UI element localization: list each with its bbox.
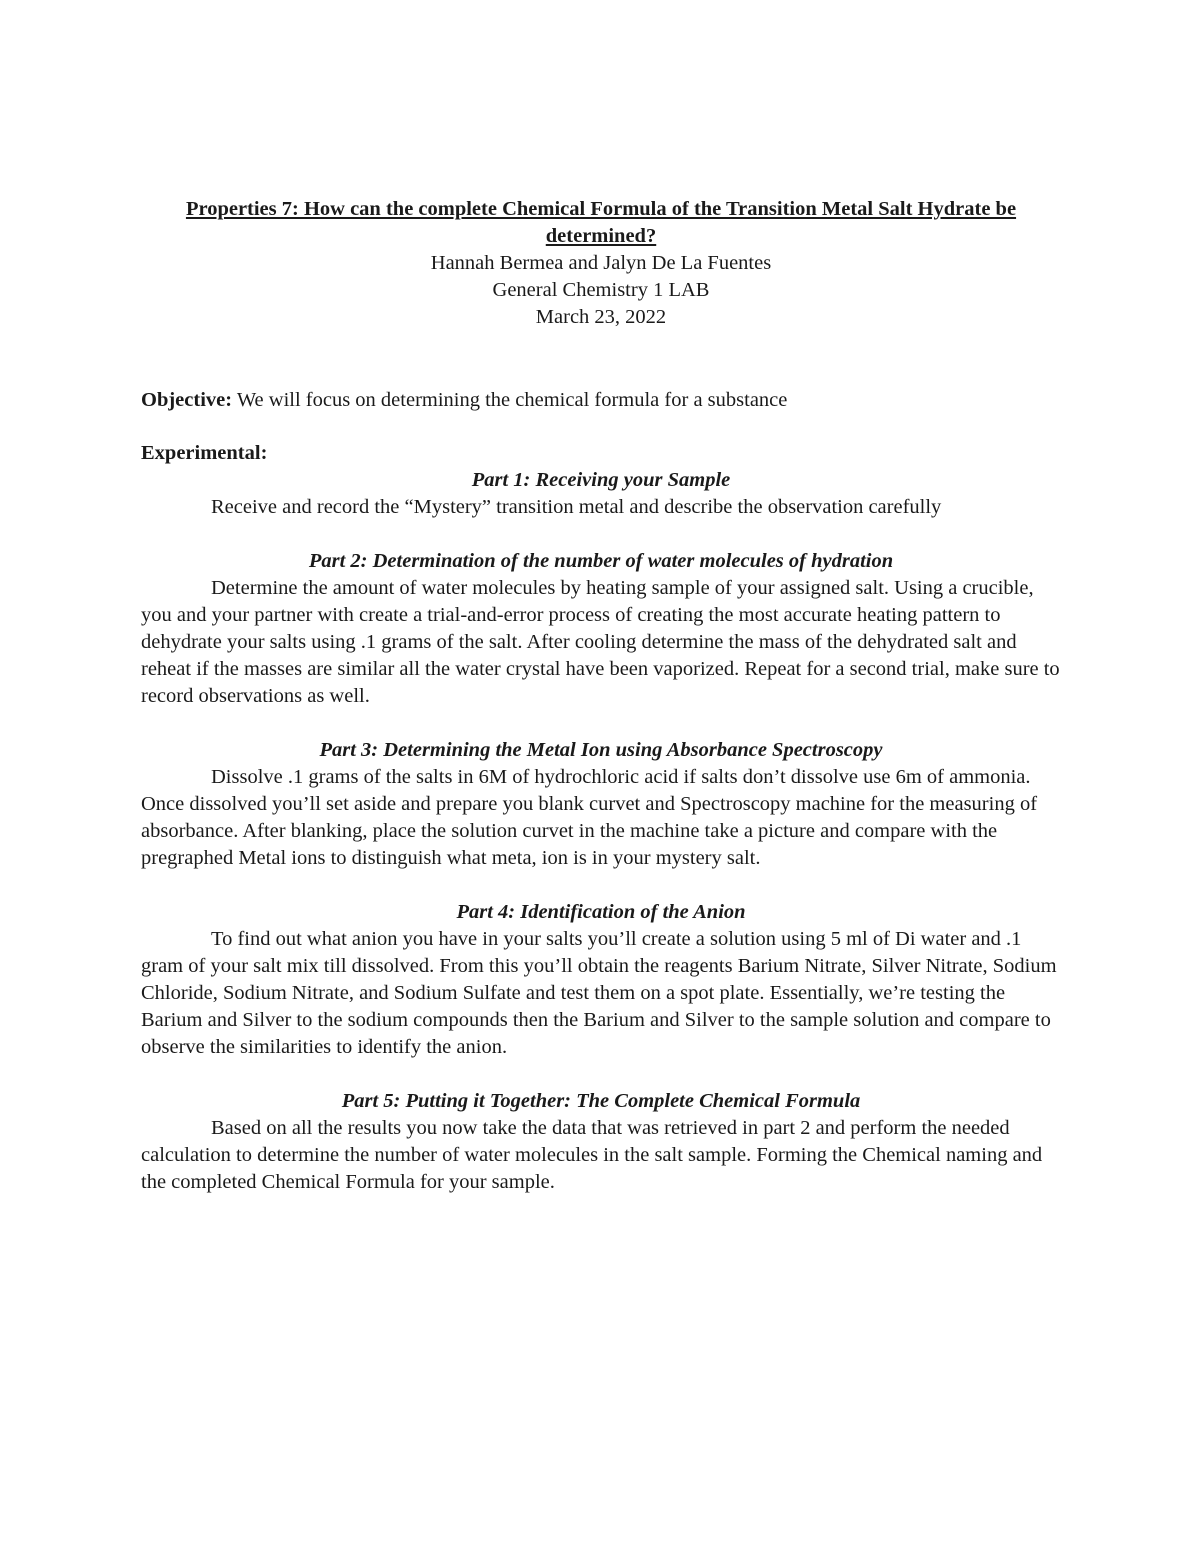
objective-paragraph — [141, 387, 1061, 414]
part-3-title: Part 3: Determining the Metal Ion using Absorbance Spectroscopy — [319, 739, 883, 761]
part-4-title: Part 4: Identification of the Anion — [456, 901, 746, 923]
part-1-section — [141, 467, 1061, 521]
part-5-title: Part 5: Putting it Together: The Complete Chemical Formula — [341, 1090, 861, 1112]
part-2-body: Determine the amount of water molecules by heating sample of your assigned salt. Using a crucible, you and your partner with create a trial-and-error process of creating the most accurate heating pattern to dehydrate your salts using .1 grams of the salt. After cooling determine the mass of the dehydrated salt and reheat if the masses are similar all the water crystal have been vaporized. Repeat for a second trial, make sure to record observations as well. — [141, 577, 1060, 707]
experimental-heading: Experimental: — [141, 442, 268, 464]
part-1-title: Part 1: Receiving your Sample — [471, 469, 731, 491]
objective-text: We will focus on determining the chemical formula for a substance — [232, 389, 788, 411]
document-date: March 23, 2022 — [535, 306, 667, 328]
part-2-section — [141, 548, 1061, 710]
part-1-body: Receive and record the “Mystery” transition metal and describe the observation carefully — [211, 496, 942, 518]
part-4-section — [141, 899, 1061, 1061]
part-3-body: Dissolve .1 grams of the salts in 6M of hydrochloric acid if salts don’t dissolve use 6m of ammonia. Once dissolved you’ll set aside and prepare you blank curvet and Spectroscopy machine for the measuring of absorbance. After blanking, place the solution curvet in the machine take a picture and compare with the pregraphed Metal ions to distinguish what meta, ion is in your mystery salt. — [141, 766, 1038, 869]
part-5-body: Based on all the results you now take the data that was retrieved in part 2 and perform the needed calculation to determine the number of water molecules in the salt sample. Forming the Chemical naming and the completed Chemical Formula for your sample. — [141, 1117, 1043, 1193]
part-2-title: Part 2: Determination of the number of water molecules of hydration — [308, 550, 894, 572]
document-title: Properties 7: How can the complete Chemical Formula of the Transition Metal Salt Hydrate be determined? — [185, 198, 1017, 247]
part-3-section — [141, 737, 1061, 872]
document-body — [141, 196, 1061, 1196]
authors: Hannah Bermea and Jalyn De La Fuentes — [430, 252, 772, 274]
objective-label: Objective: — [141, 389, 233, 411]
course-name: General Chemistry 1 LAB — [492, 279, 710, 301]
part-5-section — [141, 1088, 1061, 1196]
part-4-body: To find out what anion you have in your salts you’ll create a solution using 5 ml of Di water and .1 gram of your salt mix till dissolved. From this you’ll obtain the reagents Barium Nitrate, Silver Nitrate, Sodium Chloride, Sodium Nitrate, and Sodium Sulfate and test them on a spot plate. Essentially, we’re testing the Barium and Silver to the sodium compounds then the Barium and Silver to the sample solution and compare to observe the similarities to identify the anion. — [141, 928, 1057, 1058]
